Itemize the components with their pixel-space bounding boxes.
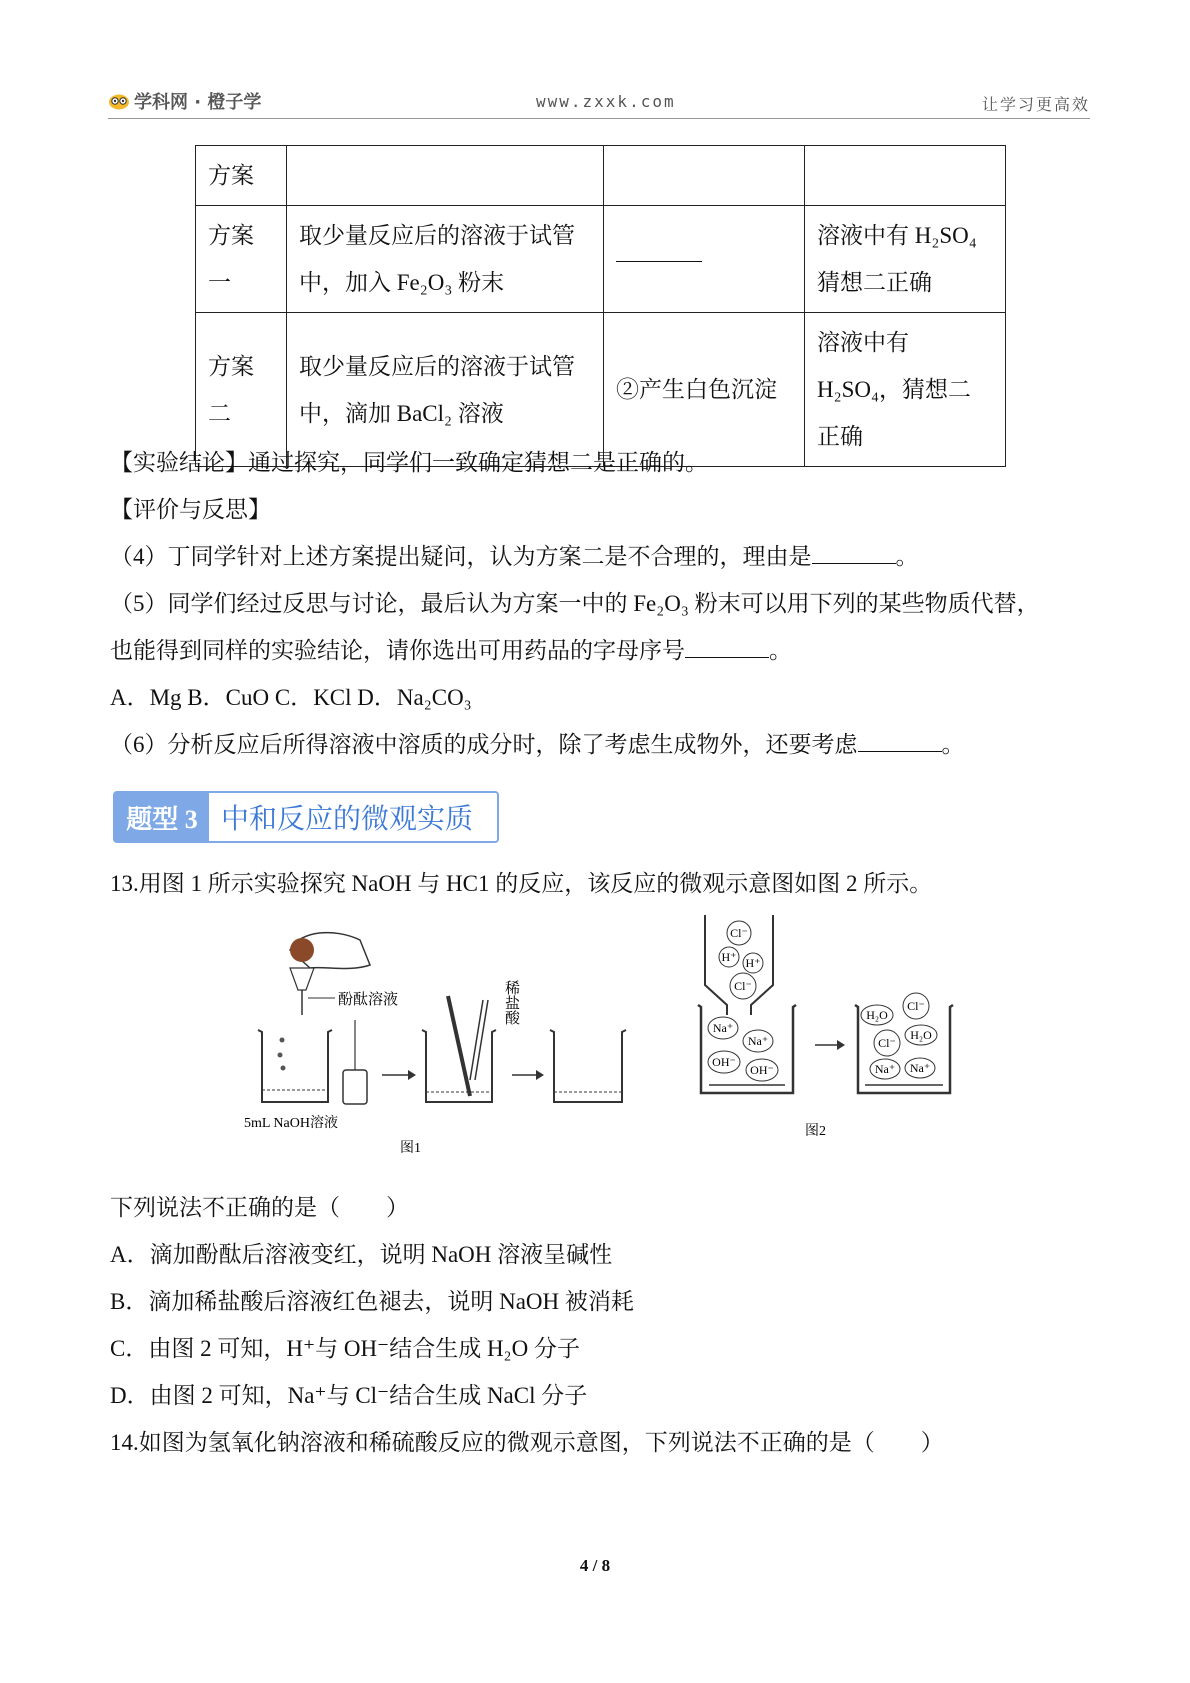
ion-label: OH⁻ (750, 1063, 774, 1077)
table-cell: 方案 (196, 146, 287, 206)
option-a[interactable]: A．滴加酚酞后溶液变红，说明 NaOH 溶液呈碱性 (110, 1242, 613, 1267)
period: 。 (941, 732, 965, 757)
acid-label: 稀盐酸 (503, 980, 521, 1025)
ion-label: Cl⁻ (734, 979, 752, 993)
option-b[interactable]: B．滴加稀盐酸后溶液红色褪去，说明 NaOH 被消耗 (110, 1289, 634, 1314)
drop (278, 1053, 283, 1058)
question-4-text: （4）丁同学针对上述方案提出疑问，认为方案二是不合理的，理由是 (110, 544, 812, 569)
site-logo[interactable] (108, 88, 261, 114)
figure-2-caption: 图2 (805, 1124, 826, 1139)
section-title: 中和反应的微观实质 (221, 804, 474, 835)
drop (281, 1066, 286, 1071)
logo-text: 学科网 · 橙子学 (134, 92, 262, 113)
table-cell: 方案二 (196, 313, 287, 467)
ion-label: Na⁺ (874, 1062, 896, 1076)
table-cell (604, 146, 805, 206)
slogan: 让学习更高效 (981, 95, 1090, 114)
question-5-line1: （5）同学们经过反思与讨论，最后认为方案一中的 Fe₂O₃ 粉末可以用下列的某些物质代替， (110, 591, 1040, 616)
table-cell (805, 146, 1006, 206)
dropper-bottle (343, 1070, 367, 1104)
answer-blank-cell (604, 206, 805, 313)
answer-blank (685, 639, 769, 658)
ion-label: H₂O (910, 1028, 932, 1042)
ion-label: Cl⁻ (878, 1036, 896, 1050)
conclusion-text: 【实验结论】通过探究，同学们一致确定猜想二是正确的。 (110, 450, 708, 475)
ion-label: OH⁻ (712, 1055, 736, 1069)
site-url[interactable]: www.zxxk.com (536, 92, 676, 111)
phenolphthalein-label: 酚酞溶液 (338, 990, 399, 1008)
period: 。 (895, 544, 919, 569)
ion-label: H⁺ (745, 956, 761, 970)
question-6 (110, 726, 965, 759)
figure-1-caption: 图1 (400, 1141, 421, 1156)
section-badge (113, 791, 499, 843)
table-row (196, 146, 1006, 206)
question-5-options: A．Mg B．CuO C．KCl D．Na₂CO₃ (110, 685, 472, 710)
experiment-table (195, 145, 1006, 467)
question-13-ask: 下列说法不正确的是（ ） (110, 1195, 409, 1220)
drop (280, 1038, 285, 1043)
page-number: 4 / 8 (579, 1556, 611, 1575)
ion-label: Na⁺ (747, 1034, 769, 1048)
table-cell: 溶液中有 H₂SO₄ 猜想二正确 (805, 206, 1006, 313)
answer-blank (812, 545, 896, 564)
beaker-1 (258, 1030, 332, 1102)
table-cell: 取少量反应后的溶液于试管中，滴加 BaCl₂ 溶液 (287, 313, 604, 467)
question-5-line2 (110, 632, 792, 665)
naoh-label: 5mL NaOH溶液 (244, 1116, 338, 1131)
beaker-3 (550, 1030, 626, 1102)
glass-rod (448, 996, 470, 1096)
table-cell: 取少量反应后的溶液于试管中，加入 Fe₂O₃ 粉末 (287, 206, 604, 313)
ion-label: Cl⁻ (730, 926, 748, 940)
table-cell: ②产生白色沉淀 (604, 313, 805, 467)
ion-label: H⁺ (721, 950, 737, 964)
ion-label: Na⁺ (909, 1061, 931, 1075)
period: 。 (769, 638, 792, 663)
ion-label: Cl⁻ (907, 999, 925, 1013)
figure-1 (230, 920, 650, 1160)
answer-blank (858, 733, 942, 752)
table-cell: 方案一 (196, 206, 287, 313)
section-label: 题型 3 (115, 793, 209, 841)
dropper-funnel (290, 968, 314, 990)
question-4 (110, 538, 919, 571)
question-6-text: （6）分析反应后所得溶液中溶质的成分时，除了考虑生成物外，还要考虑 (110, 732, 858, 757)
question-14-stem: 14.如图为氢氧化钠溶液和稀硫酸反应的微观示意图，下列说法不正确的是（ ） (110, 1430, 944, 1455)
page-header (108, 88, 1090, 119)
ion-label: H₂O (866, 1008, 888, 1022)
ion-label: Na⁺ (712, 1021, 734, 1035)
figure-2 (695, 915, 995, 1150)
option-d[interactable]: D．由图 2 可知，Na⁺与 Cl⁻结合生成 NaCl 分子 (110, 1383, 588, 1408)
reflection-heading: 【评价与反思】 (110, 497, 271, 522)
dropper-bulb (290, 938, 314, 962)
option-c[interactable]: C．由图 2 可知，H⁺与 OH⁻结合生成 H₂O 分子 (110, 1336, 580, 1361)
table-cell: 溶液中有 H₂SO₄，猜想二正确 (805, 313, 1006, 467)
table-cell (287, 146, 604, 206)
owl-logo-icon (108, 92, 130, 110)
question-13-stem: 13.用图 1 所示实验探究 NaOH 与 HC1 的反应，该反应的微观示意图如图 2 所示。 (110, 871, 933, 896)
answer-blank (616, 260, 702, 262)
table-row (196, 206, 1006, 313)
question-5-text: 也能得到同样的实验结论，请你选出可用药品的字母序号 (110, 638, 685, 663)
